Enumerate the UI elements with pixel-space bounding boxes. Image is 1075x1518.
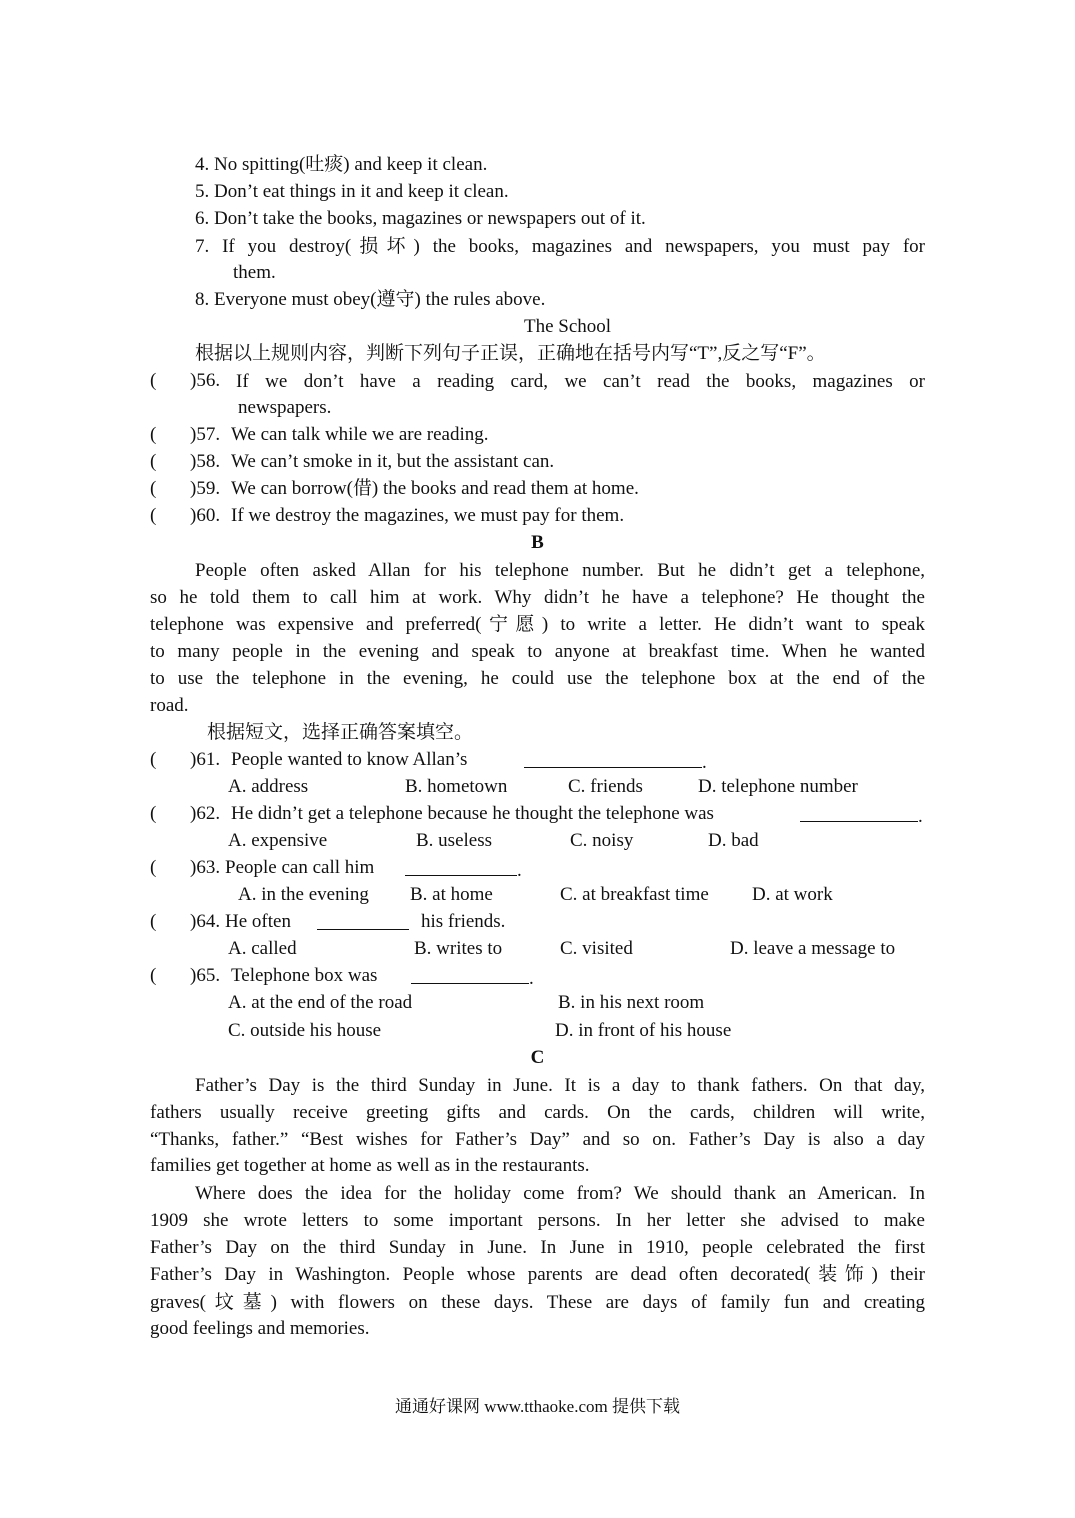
question-stem: People wanted to know Allan’s: [231, 749, 468, 770]
option-c[interactable]: C. friends: [568, 776, 643, 797]
section-heading-c: C: [530, 1047, 545, 1068]
option-a[interactable]: A. at the end of the road: [228, 992, 413, 1013]
question-number: )65.: [190, 965, 221, 986]
rule-4: 4. No spitting(吐痰) and keep it clean.: [195, 154, 488, 175]
answer-paren[interactable]: (: [150, 965, 157, 986]
paragraph-line: to many people in the evening and speak to anyone at breakfast time. When he wanted: [150, 641, 925, 662]
option-a[interactable]: A. in the evening: [238, 884, 369, 905]
section-heading-b: B: [531, 532, 544, 553]
question-stem-after: his friends.: [421, 911, 506, 932]
answer-paren[interactable]: (: [150, 911, 157, 932]
answer-paren[interactable]: (: [150, 505, 157, 526]
question-text: If we don’t have a reading card, we can’t read the books, magazines or: [236, 371, 925, 392]
question-stem: He often: [225, 911, 291, 932]
question-stem: Telephone box was: [231, 965, 378, 986]
paragraph-line: road.: [150, 695, 189, 716]
option-a[interactable]: A. called: [228, 938, 297, 959]
option-c[interactable]: C. outside his house: [228, 1020, 382, 1041]
option-a[interactable]: A. expensive: [228, 830, 328, 851]
rule-7: 7. If you destroy(损坏) the books, magazines and newspapers, you must pay for: [195, 236, 925, 257]
question-stem: He didn’t get a telephone because he thought the telephone was: [231, 803, 714, 824]
paragraph-line: telephone was expensive and preferred(宁愿) to write a letter. He didn’t want to speak: [150, 614, 925, 635]
paragraph-line: Father’s Day is the third Sunday in June. It is a day to thank fathers. On that day,: [195, 1075, 925, 1096]
question-number: )59.: [190, 478, 221, 499]
paragraph-line: Where does the idea for the holiday come from? We should thank an American. In: [195, 1183, 925, 1204]
option-b[interactable]: B. useless: [416, 830, 492, 851]
question-text-cont: newspapers.: [238, 397, 332, 418]
paragraph-line: families get together at home as well as in the restaurants.: [150, 1155, 590, 1176]
paragraph-line: “Thanks, father.” “Best wishes for Father’s Day” and so on. Father’s Day is also a day: [150, 1129, 925, 1150]
question-number: )56.: [190, 370, 221, 391]
question-number: )64.: [190, 911, 221, 932]
answer-paren[interactable]: (: [150, 451, 157, 472]
paragraph-line: Father’s Day on the third Sunday in June. In June in 1910, people celebrated the first: [150, 1237, 925, 1258]
paragraph-line: 1909 she wrote letters to some important persons. In her letter she advised to make: [150, 1210, 925, 1231]
question-number: )58.: [190, 451, 221, 472]
option-b[interactable]: B. hometown: [405, 776, 508, 797]
question-number: )63.: [190, 857, 221, 878]
answer-paren[interactable]: (: [150, 370, 157, 391]
question-text: We can talk while we are reading.: [231, 424, 489, 445]
paragraph-line: graves(坟墓) with flowers on these days. These are days of family fun and creating: [150, 1292, 925, 1313]
answer-paren[interactable]: (: [150, 478, 157, 499]
question-text: We can’t smoke in it, but the assistant can.: [231, 451, 555, 472]
answer-paren[interactable]: (: [150, 749, 157, 770]
option-b[interactable]: B. writes to: [414, 938, 503, 959]
option-b[interactable]: B. at home: [410, 884, 493, 905]
answer-paren[interactable]: (: [150, 424, 157, 445]
question-number: )62.: [190, 803, 221, 824]
question-number: )60.: [190, 505, 221, 526]
answer-blank[interactable]: .: [524, 747, 707, 773]
option-b[interactable]: B. in his next room: [558, 992, 705, 1013]
page-footer: 通通好课网 www.tthaoke.com 提供下载: [394, 1397, 681, 1416]
answer-blank[interactable]: [317, 909, 409, 935]
paragraph-line: Father’s Day in Washington. People whose parents are dead often decorated(装饰) their: [150, 1264, 925, 1285]
answer-blank[interactable]: .: [405, 855, 522, 881]
question-number: )57.: [190, 424, 221, 445]
option-d[interactable]: D. leave a message to: [730, 938, 896, 959]
section-b-instruction: 根据短文，选择正确答案填空。: [207, 722, 474, 743]
signature: The School: [524, 316, 612, 337]
question-number: )61.: [190, 749, 221, 770]
option-c[interactable]: C. at breakfast time: [560, 884, 709, 905]
paragraph-line: People often asked Allan for his telephone number. But he didn’t get a telephone,: [195, 560, 925, 581]
question-text: If we destroy the magazines, we must pay for them.: [231, 505, 625, 526]
rule-6: 6. Don’t take the books, magazines or newspapers out of it.: [195, 208, 646, 229]
paragraph-line: to use the telephone in the evening, he could use the telephone box at the end of the: [150, 668, 925, 689]
rule-5: 5. Don’t eat things in it and keep it clean.: [195, 181, 509, 202]
option-d[interactable]: D. telephone number: [698, 776, 858, 797]
answer-paren[interactable]: (: [150, 803, 157, 824]
question-text: We can borrow(借) the books and read them at home.: [231, 478, 639, 499]
option-d[interactable]: D. bad: [708, 830, 759, 851]
rule-7-cont: them.: [233, 262, 276, 283]
option-c[interactable]: C. noisy: [570, 830, 634, 851]
option-c[interactable]: C. visited: [560, 938, 633, 959]
answer-blank[interactable]: .: [411, 963, 534, 989]
option-d[interactable]: D. in front of his house: [555, 1020, 732, 1041]
part-a-instruction: 根据以上规则内容，判断下列句子正误，正确地在括号内写“T”,反之写“F”。: [195, 343, 826, 364]
rule-8: 8. Everyone must obey(遵守) the rules above.: [195, 289, 546, 310]
paragraph-line: fathers usually receive greeting gifts and cards. On the cards, children will write,: [150, 1102, 925, 1123]
option-d[interactable]: D. at work: [752, 884, 833, 905]
question-stem: People can call him: [225, 857, 375, 878]
paragraph-line: good feelings and memories.: [150, 1318, 370, 1339]
answer-blank[interactable]: .: [800, 801, 923, 827]
option-a[interactable]: A. address: [228, 776, 309, 797]
answer-paren[interactable]: (: [150, 857, 157, 878]
paragraph-line: so he told them to call him at work. Why didn’t he have a telephone? He thought the: [150, 587, 925, 608]
